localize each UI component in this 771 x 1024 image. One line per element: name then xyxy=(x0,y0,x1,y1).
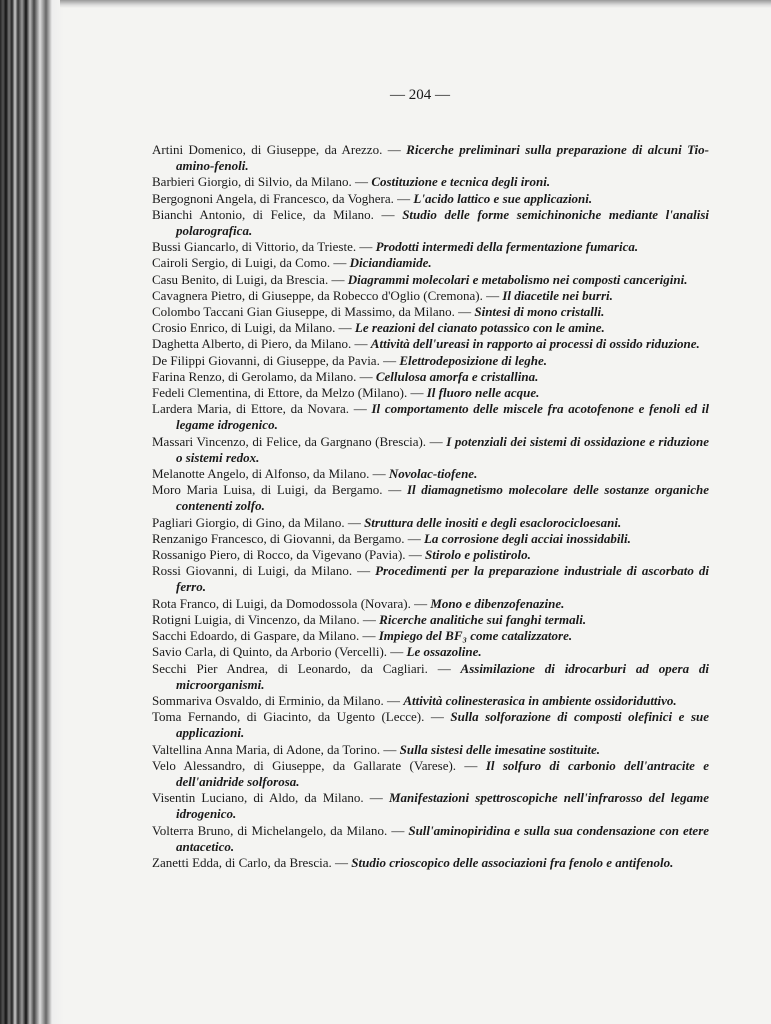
list-item xyxy=(152,628,709,644)
list-item xyxy=(152,466,709,482)
entry-author: Rotigni Luigia, di Vincenzo, da Milano. — xyxy=(152,611,376,627)
entry-author: Pagliari Giorgio, di Gino, da Milano. — xyxy=(152,514,361,530)
entry-author: Rota Franco, di Luigi, da Domodossola (Novara). — xyxy=(152,595,428,611)
list-item xyxy=(152,434,709,466)
entry-author: Massari Vincenzo, di Felice, da Gargnano (Brescia). — xyxy=(152,433,443,449)
entry-author: Casu Benito, di Luigi, da Brescia. — xyxy=(152,271,345,287)
entry-author: Fedeli Clementina, di Ettore, da Melzo (Milano). — xyxy=(152,385,424,401)
entry-title: Ricerche analitiche sui fanghi termali. xyxy=(379,611,587,627)
entry-title: Sintesi di mono cristalli. xyxy=(474,304,605,320)
entry-author: Artini Domenico, di Giuseppe, da Arezzo. — xyxy=(152,142,401,157)
list-item xyxy=(152,369,709,385)
entry-title: L'acido lattico e sue applicazioni. xyxy=(413,190,593,206)
list-item xyxy=(152,742,709,758)
entry-author: Barbieri Giorgio, di Silvio, da Milano. — xyxy=(152,174,369,190)
entry-author: Sommariva Osvaldo, di Erminio, da Milano. — xyxy=(152,692,401,708)
list-item xyxy=(152,207,709,239)
entry-author: Rossi Giovanni, di Luigi, da Milano. — xyxy=(152,563,371,579)
entry-title: Il solfuro di carbonio dell'antracite e dell'anidride solforosa. xyxy=(176,757,709,789)
book-binding-edge xyxy=(0,0,64,1024)
entry-title: Le reazioni del cianato potassico con le amine. xyxy=(354,320,605,336)
list-item xyxy=(152,563,709,595)
entry-title: Struttura delle inositi e degli esaclorocicloesani. xyxy=(364,514,622,530)
list-item xyxy=(152,142,709,174)
entry-title: Manifestazioni spettroscopiche nell'infrarosso del legame idrogenico. xyxy=(176,790,709,822)
entry-author: Volterra Bruno, di Michelangelo, da Milano. — xyxy=(152,822,405,838)
entry-author: Colombo Taccani Gian Giuseppe, di Massimo, da Milano. — xyxy=(152,304,472,320)
entry-title: Attività dell'ureasi in rapporto ai processi di ossido riduzione. xyxy=(370,336,700,352)
entry-title: Procedimenti per la preparazione industriale di ascorbato di ferro. xyxy=(176,563,710,595)
entry-title: Mono e dibenzofenazine. xyxy=(430,595,565,611)
list-item xyxy=(152,709,709,741)
entry-title: Elettrodeposizione di leghe. xyxy=(399,352,548,368)
entry-author: Rossanigo Piero, di Rocco, da Vigevano (Pavia). — xyxy=(152,547,422,563)
entry-title: Novolac-tiofene. xyxy=(388,466,478,482)
entry-author: Velo Alessandro, di Giuseppe, da Gallarate (Varese). — xyxy=(152,757,478,773)
list-item xyxy=(152,790,709,822)
list-item xyxy=(152,693,709,709)
entry-title: Prodotti intermedi della fermentazione fumarica. xyxy=(375,239,639,255)
entry-title: Diagrammi molecolari e metabolismo nei composti cancerigini. xyxy=(347,271,688,287)
entry-author: Zanetti Edda, di Carlo, da Brescia. — xyxy=(152,854,349,870)
entry-title: Attività colinesterasica in ambiente ossidoriduttivo. xyxy=(403,692,677,708)
entry-author: Renzanigo Francesco, di Giovanni, da Bergamo. — xyxy=(152,530,421,546)
entry-author: Melanotte Angelo, di Alfonso, da Milano. — xyxy=(152,466,386,482)
entry-author: Sacchi Edoardo, di Gaspare, da Milano. — xyxy=(152,628,376,644)
entry-title: Ricerche preliminari sulla preparazione di alcuni Tio-amino-fenoli. xyxy=(176,142,710,174)
entry-author: Valtellina Anna Maria, di Adone, da Torino. — xyxy=(152,741,397,757)
list-item xyxy=(152,385,709,401)
entry-title: Il fluoro nelle acque. xyxy=(426,385,540,401)
entry-title: Costituzione e tecnica degli ironi. xyxy=(371,174,551,190)
entry-author: Daghetta Alberto, di Piero, da Milano. — xyxy=(152,336,368,352)
entry-title: Impiego del BF₃ come catalizzatore. xyxy=(378,628,573,644)
entry-title: Il diamagnetismo molecolare delle sostanze organiche contenenti zolfo. xyxy=(176,482,710,514)
list-item xyxy=(152,644,709,660)
entry-title: Il comportamento delle miscele fra acotofenone e fenoli ed il legame idrogenico. xyxy=(176,401,709,433)
list-item xyxy=(152,661,709,693)
entry-author: Bergognoni Angela, di Francesco, da Voghera. — xyxy=(152,190,411,206)
list-item xyxy=(152,596,709,612)
list-item xyxy=(152,823,709,855)
list-item xyxy=(152,320,709,336)
list-item xyxy=(152,612,709,628)
list-item xyxy=(152,515,709,531)
entry-title: Cellulosa amorfa e cristallina. xyxy=(375,368,539,384)
list-item xyxy=(152,531,709,547)
entry-author: Cairoli Sergio, di Luigi, da Como. — xyxy=(152,255,347,271)
list-item xyxy=(152,401,709,433)
entry-author: Toma Fernando, di Giacinto, da Ugento (Lecce). — xyxy=(152,709,444,725)
entry-author: Secchi Pier Andrea, di Leonardo, da Cagliari. — xyxy=(152,660,451,676)
list-item xyxy=(152,272,709,288)
page-top-edge xyxy=(60,0,771,8)
entry-title: Sulla sistesi delle imesatine sostituite. xyxy=(399,741,601,757)
entry-author: Bussi Giancarlo, di Vittorio, da Trieste. — xyxy=(152,239,373,255)
entry-title: Il diacetile nei burri. xyxy=(502,287,613,303)
page-number: — 204 — xyxy=(390,87,450,103)
entry-title: Assimilazione di idrocarburi ad opera di microorganismi. xyxy=(176,660,709,692)
entry-author: Bianchi Antonio, di Felice, da Milano. — xyxy=(152,206,395,222)
entry-title: Sulla solforazione di composti olefinici e sue applicazioni. xyxy=(176,709,709,741)
list-item xyxy=(152,174,709,190)
thesis-list xyxy=(152,142,709,871)
entry-author: Cavagnera Pietro, di Giuseppe, da Robecco d'Oglio (Cremona). — xyxy=(152,287,500,303)
list-item xyxy=(152,191,709,207)
entry-title: Studio crioscopico delle associazioni fra fenolo e antifenolo. xyxy=(351,854,674,870)
list-item xyxy=(152,255,709,271)
list-item xyxy=(152,353,709,369)
entry-title: Studio delle forme semichinoniche mediante l'analisi polarografica. xyxy=(176,206,710,239)
entry-author: Farina Renzo, di Gerolamo, da Milano. — xyxy=(152,368,373,384)
list-item xyxy=(152,304,709,320)
list-item xyxy=(152,855,709,871)
entry-author: Visentin Luciano, di Aldo, da Milano. — xyxy=(152,790,383,806)
entry-title: La corrosione degli acciai inossidabili. xyxy=(423,530,631,546)
list-item xyxy=(152,288,709,304)
list-item xyxy=(152,547,709,563)
entry-author: Moro Maria Luisa, di Luigi, da Bergamo. — xyxy=(152,482,402,498)
entry-title: Stirolo e polistirolo. xyxy=(425,547,531,563)
list-item xyxy=(152,336,709,352)
list-item xyxy=(152,758,709,790)
list-item xyxy=(152,239,709,255)
list-item xyxy=(152,482,709,514)
entry-author: Crosio Enrico, di Luigi, da Milano. — xyxy=(152,320,352,336)
entry-author: Lardera Maria, di Ettore, da Novara. — xyxy=(152,401,367,417)
entry-title: Le ossazoline. xyxy=(406,644,482,660)
entry-title: Sull'aminopiridina e sulla sua condensazione con etere antacetico. xyxy=(176,822,710,854)
entry-author: De Filippi Giovanni, di Giuseppe, da Pavia. — xyxy=(152,352,397,368)
entry-author: Savio Carla, di Quinto, da Arborio (Vercelli). — xyxy=(152,644,404,660)
entry-title: I potenziali dei sistemi di ossidazione e riduzione o sistemi redox. xyxy=(176,433,709,465)
entry-title: Diciandiamide. xyxy=(349,255,432,271)
